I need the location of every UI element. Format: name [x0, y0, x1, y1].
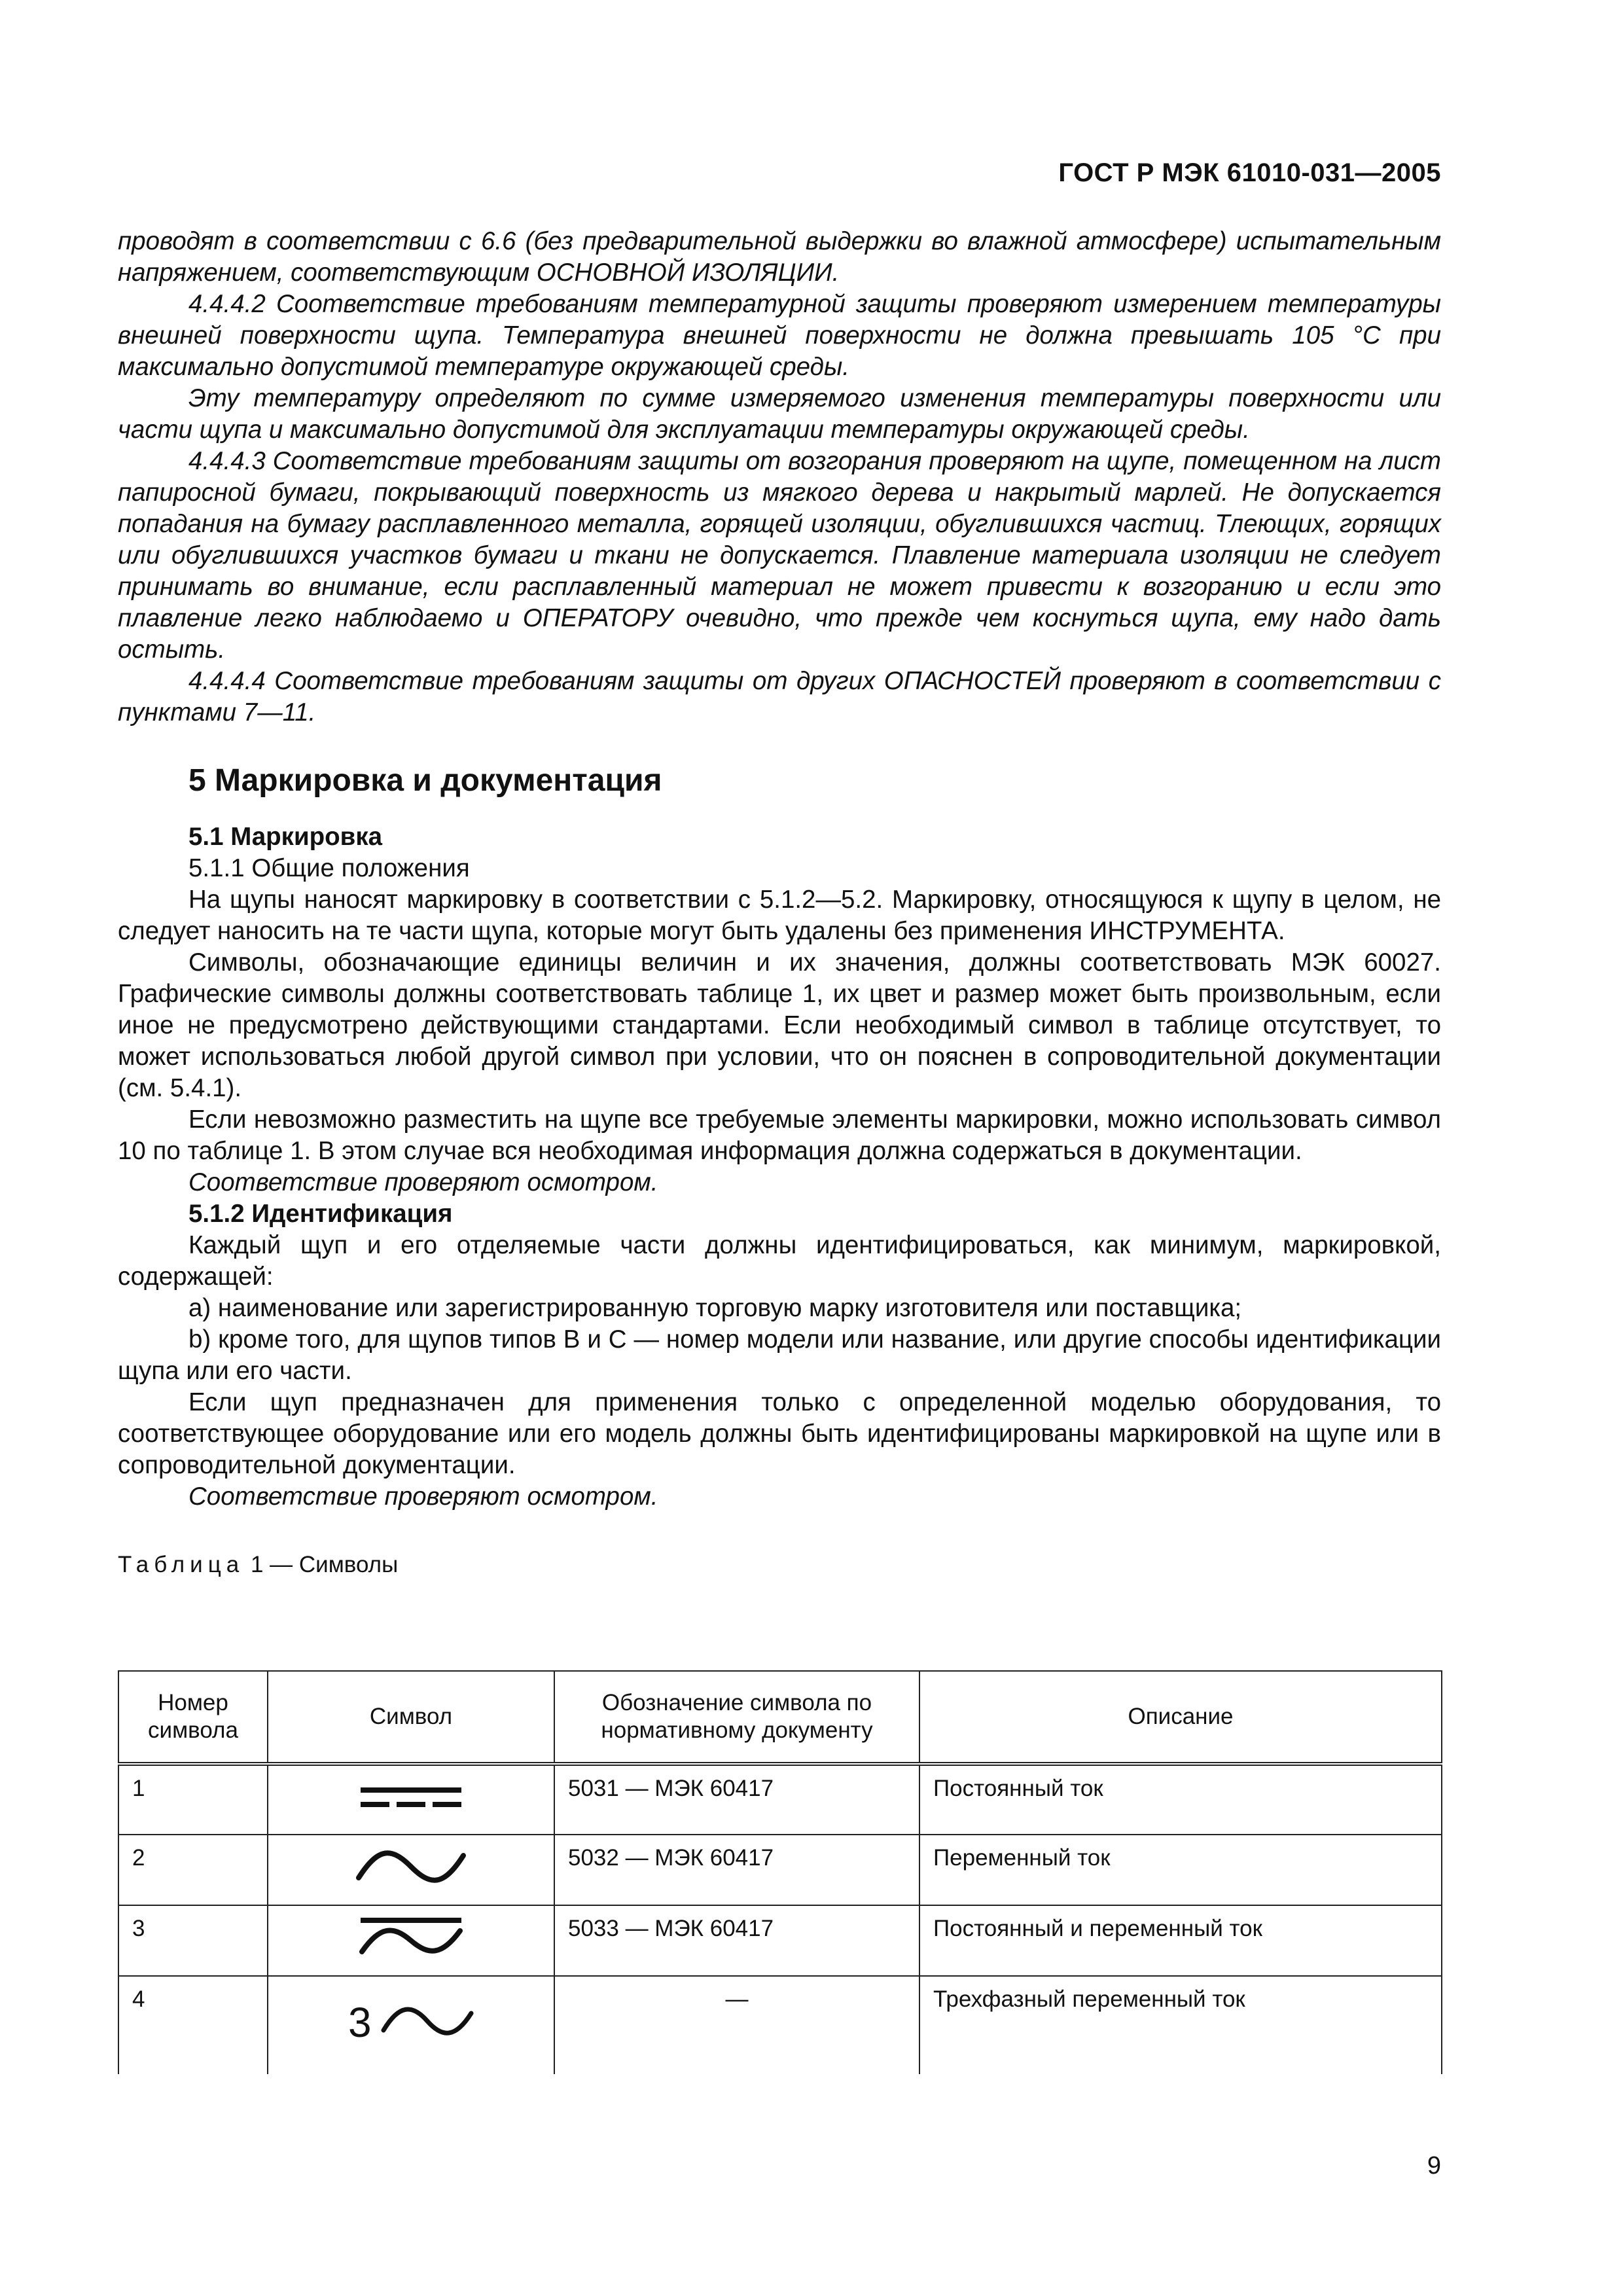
paragraph-511-a: На щупы наносят маркировку в соответствии с 5.1.2—5.2. Маркировку, относящуюся к щупу в целом, не следует наносить на те части щупа, которые могут быть удалены без применения ИНСТРУМЕНТА.	[118, 886, 1441, 945]
dc-current-icon	[355, 1777, 467, 1816]
paragraph-4443: 4.4.4.3 Соответствие требованиям защиты от возгорания проверяют на щупе, помещенном на лист папиросной бумаги, покрывающий поверхность из мягкого дерева и накрытый марлей. Не допускается попадания на бумагу расплавленного металла, горящей изоляции, обуглившихся частиц. Тлеющих, горящих или обуглившихся участков бумаги и ткани не допускается. Плавление материала изоляции не следует принимать во внимание, если расплавленный материал не может привести к возгоранию и если это плавление легко наблюдаемо и ОПЕРАТОРУ очевидно, что прежде чем коснуться щупа, ему надо дать остыть.	[118, 447, 1441, 664]
cell-standard-ref: 5032 — МЭК 60417	[554, 1835, 919, 1905]
cell-symbol	[268, 1764, 554, 1835]
cell-description: Трехфазный переменный ток	[919, 1976, 1442, 2074]
table-row	[118, 1905, 1442, 1976]
cell-description: Переменный ток	[919, 1835, 1442, 1905]
paragraph-4444: 4.4.4.4 Соответствие требованиям защиты от других ОПАСНОСТЕЙ проверяют в соответствии с пунктами 7—11.	[118, 667, 1441, 726]
paragraph-continuation: проводят в соответствии с 6.6 (без предварительной выдержки во влажной атмосфере) испытательным напряжением, соответствующим ОСНОВНОЙ ИЗОЛЯЦИИ.	[118, 227, 1441, 287]
cell-standard-ref: —	[554, 1976, 919, 2074]
body-text	[118, 226, 1441, 1581]
table-caption	[118, 1549, 1441, 1581]
table-row	[118, 1764, 1442, 1835]
subsection-5-1-1-title: 5.1.1 Общие положения	[188, 854, 470, 882]
table-header-row	[118, 1671, 1442, 1764]
paragraph-512-end: Если щуп предназначен для применения только с определенной моделью оборудования, то соответствующее оборудование или его модель должны быть идентифицированы маркировкой на щупе или в сопроводительной документации.	[118, 1388, 1441, 1479]
check-note-1: Соответствие проверяют осмотром.	[188, 1168, 658, 1196]
paragraph-512-intro: Каждый щуп и его отделяемые части должны идентифицироваться, как минимум, маркировкой, содержащей:	[118, 1231, 1441, 1291]
subsection-5-1-2-title: 5.1.2 Идентификация	[188, 1200, 453, 1228]
header-symbol-number: Номер символа	[118, 1671, 268, 1764]
section-5-title: 5 Маркировка и документация	[188, 763, 662, 798]
table-caption-word: Таблица	[118, 1552, 245, 1577]
cell-symbol	[268, 1835, 554, 1905]
cell-symbol	[268, 1905, 554, 1976]
three-phase-ac-icon	[346, 1996, 476, 2049]
table-caption-rest: 1 — Символы	[244, 1552, 399, 1577]
cell-number: 2	[118, 1835, 268, 1905]
list-item-b: b) кроме того, для щупов типов В и С — номер модели или название, или другие способы идентификации щупа или его части.	[118, 1325, 1441, 1385]
cell-description: Постоянный и переменный ток	[919, 1905, 1442, 1976]
list-item-a: a) наименование или зарегистрированную торговую марку изготовителя или поставщика;	[188, 1294, 1242, 1322]
cell-symbol	[268, 1976, 554, 2074]
document-header-id: ГОСТ Р МЭК 61010-031—2005	[1058, 158, 1441, 187]
phase-count-text: 3	[348, 1998, 372, 2046]
table-row	[118, 1976, 1442, 2074]
paragraph-511-b: Символы, обозначающие единицы величин и их значения, должны соответствовать МЭК 60027. Графические символы должны соответствовать таблице 1, их цвет и размер может быть произвольным, если иное не предусмотрено действующими стандартами. Если необходимый символ в таблице отсутствует, то может использоваться любой другой символ при условии, что он пояснен в сопроводительной документации (см. 5.4.1).	[118, 948, 1441, 1102]
cell-number: 4	[118, 1976, 268, 2074]
header-description: Описание	[919, 1671, 1442, 1764]
paragraph-temperature: Эту температуру определяют по сумме измеряемого изменения температуры поверхности или части щупа и максимально допустимой для эксплуатации температуры окружающей среды.	[118, 384, 1441, 444]
cell-number: 1	[118, 1764, 268, 1835]
header-standard-ref: Обозначение символа по нормативному документу	[554, 1671, 919, 1764]
subsection-5-1-title: 5.1 Маркировка	[188, 823, 383, 851]
table-row	[118, 1835, 1442, 1905]
dc-ac-current-icon	[355, 1911, 467, 1964]
symbols-table	[118, 1670, 1442, 2074]
page-number: 9	[1427, 2152, 1441, 2179]
paragraph-4442: 4.4.4.2 Соответствие требованиям температурной защиты проверяют измерением температуры внешней поверхности щупа. Температура внешней поверхности не должна превышать 105 °С при максимально допустимой температуре окружающей среды.	[118, 290, 1441, 381]
cell-standard-ref: 5033 — МЭК 60417	[554, 1905, 919, 1976]
cell-standard-ref: 5031 — МЭК 60417	[554, 1764, 919, 1835]
header-symbol: Символ	[268, 1671, 554, 1764]
cell-description: Постоянный ток	[919, 1764, 1442, 1835]
ac-current-icon	[352, 1844, 470, 1890]
cell-number: 3	[118, 1905, 268, 1976]
check-note-2: Соответствие проверяют осмотром.	[188, 1482, 658, 1511]
paragraph-511-c: Если невозможно разместить на щупе все требуемые элементы маркировки, можно использовать символ 10 по таблице 1. В этом случае вся необходимая информация должна содержаться в документации.	[118, 1105, 1441, 1165]
